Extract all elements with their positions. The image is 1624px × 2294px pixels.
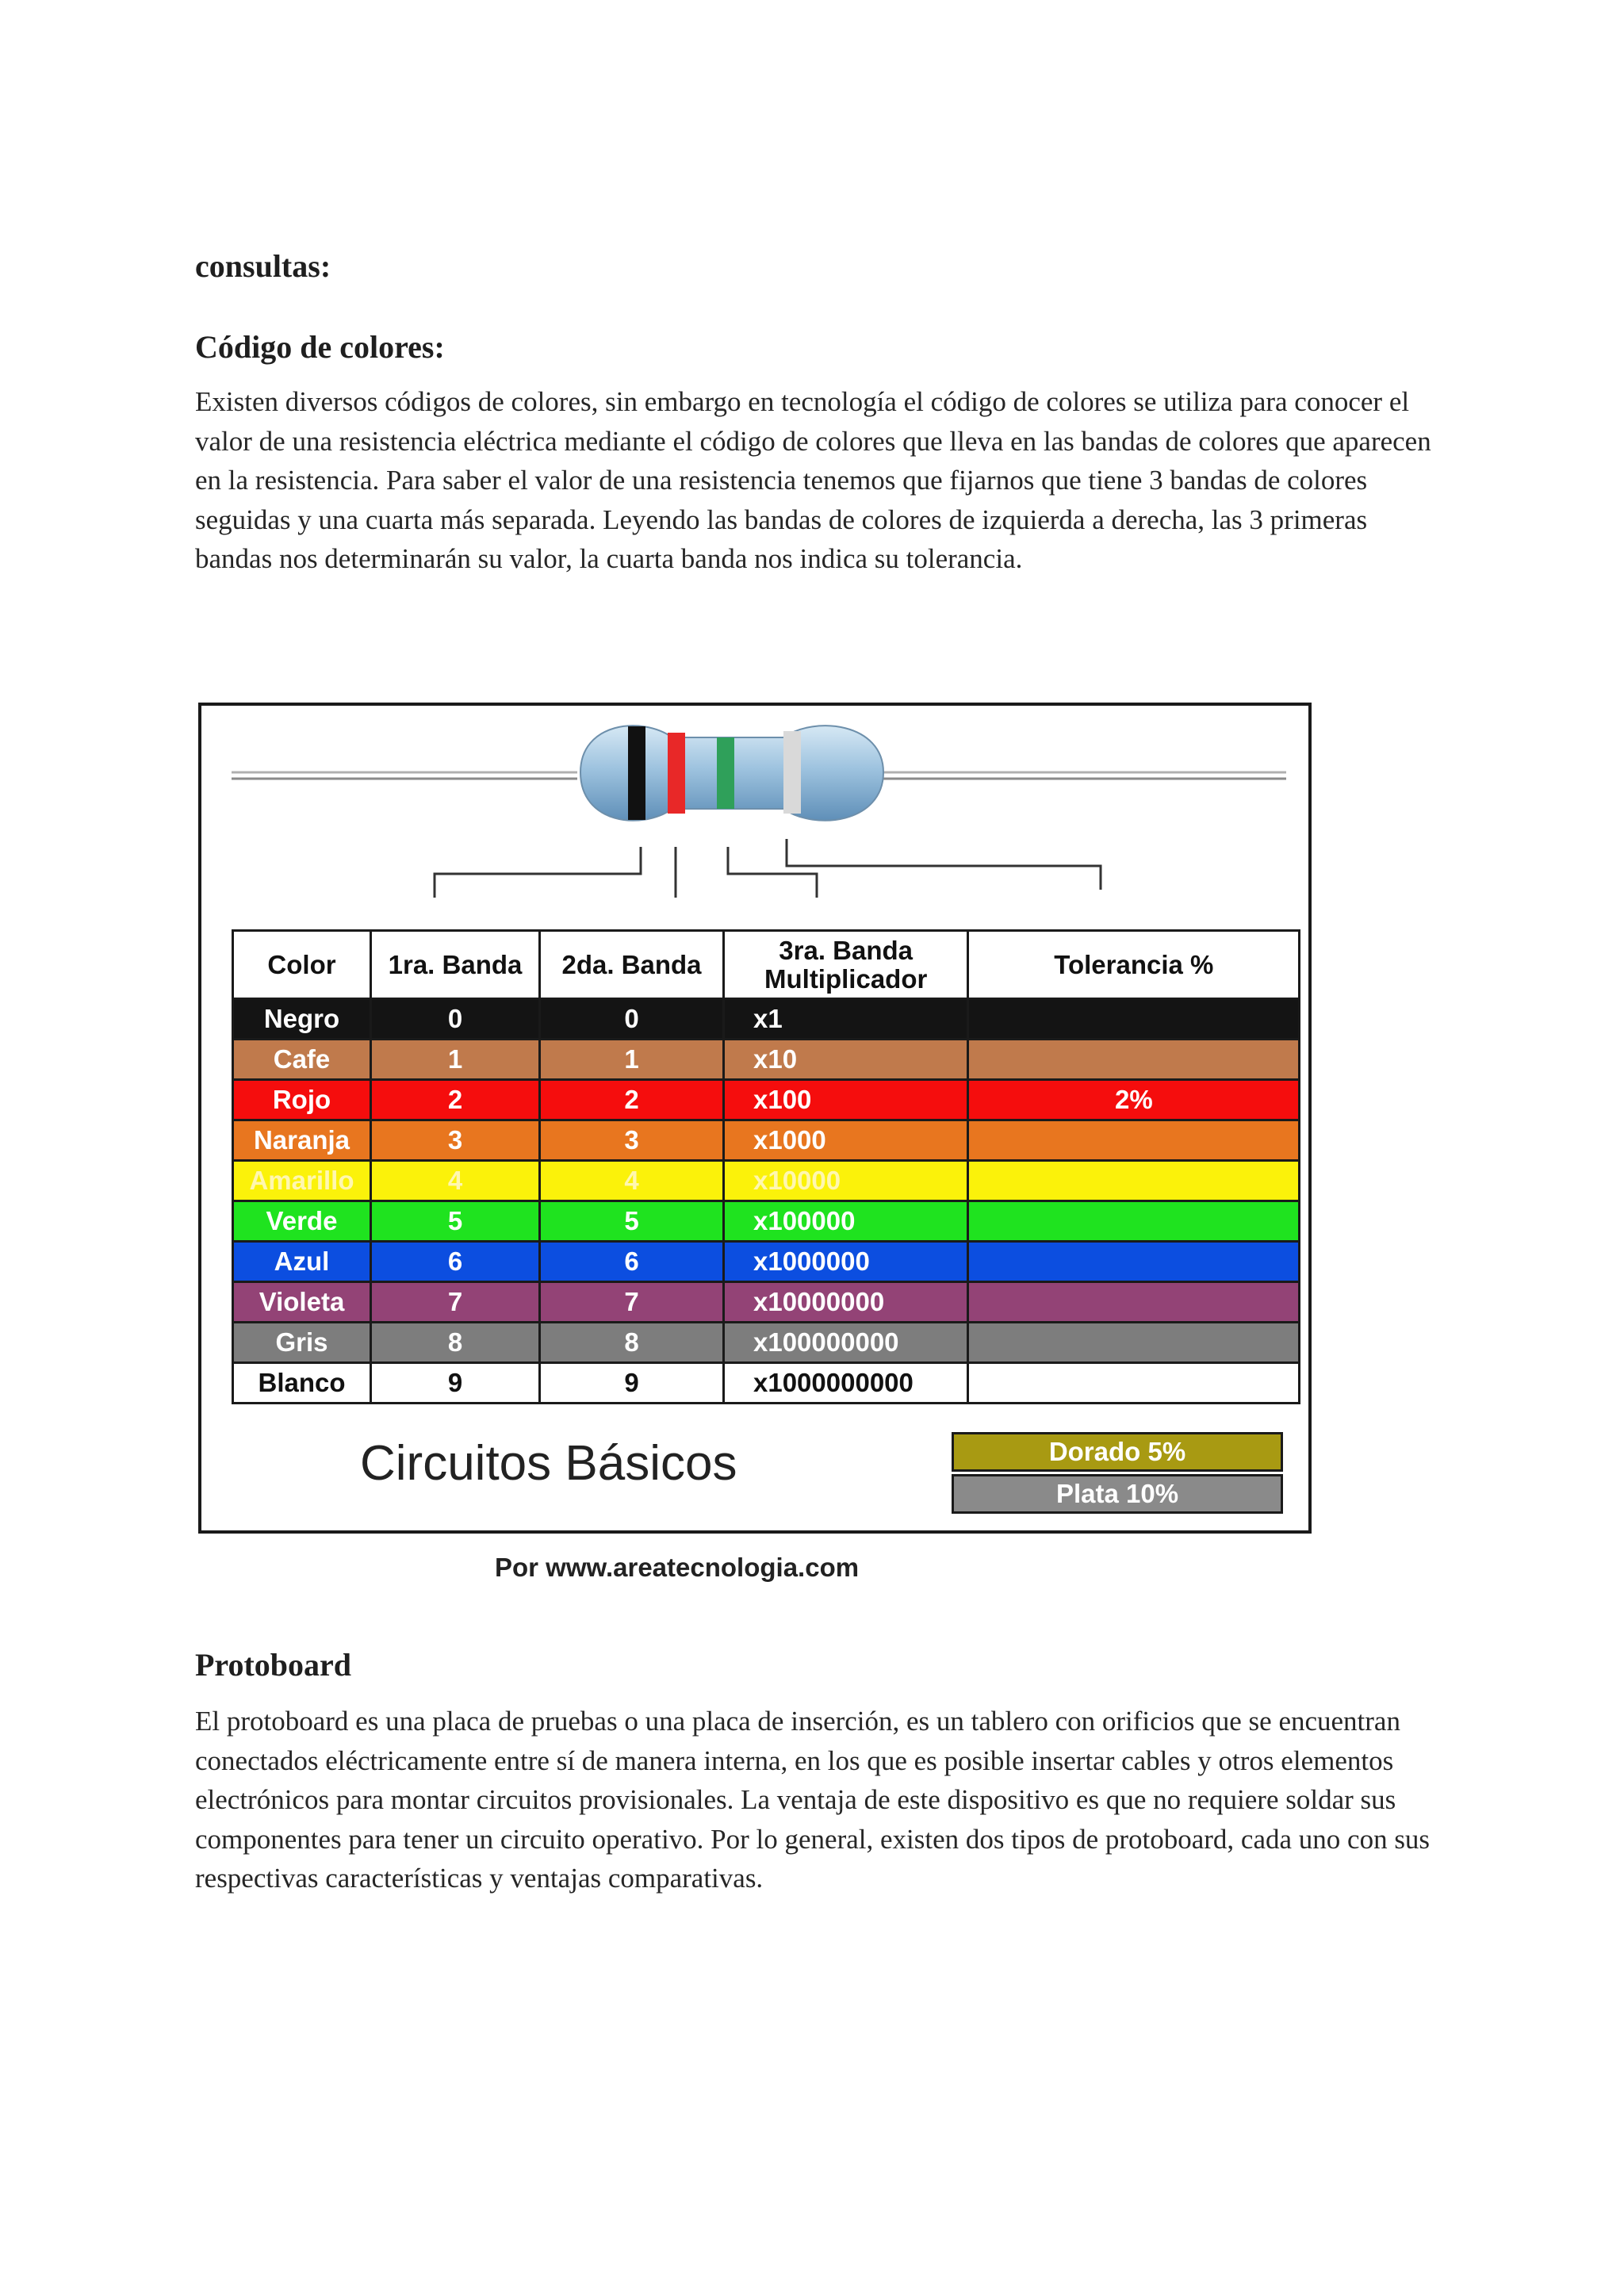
cell-color-name: Violeta xyxy=(233,1282,371,1323)
table-row xyxy=(233,1363,1300,1404)
cell-multiplier: x1 xyxy=(724,999,968,1040)
cell-second-band: 2 xyxy=(540,1080,724,1120)
cell-second-band: 9 xyxy=(540,1363,724,1404)
cell-second-band: 6 xyxy=(540,1242,724,1282)
band-green xyxy=(717,737,734,809)
header-first-band: 1ra. Banda xyxy=(371,931,540,999)
table-row xyxy=(233,1120,1300,1161)
cell-tolerance xyxy=(968,999,1300,1040)
cell-multiplier: x10000 xyxy=(724,1161,968,1201)
cell-color-name: Azul xyxy=(233,1242,371,1282)
cell-first-band: 8 xyxy=(371,1323,540,1363)
header-tolerance: Tolerancia % xyxy=(968,931,1300,999)
cell-multiplier: x100000 xyxy=(724,1201,968,1242)
cell-first-band: 3 xyxy=(371,1120,540,1161)
table-row xyxy=(233,1323,1300,1363)
cell-first-band: 2 xyxy=(371,1080,540,1120)
cell-multiplier: x10000000 xyxy=(724,1282,968,1323)
table-row xyxy=(233,1161,1300,1201)
cell-first-band: 0 xyxy=(371,999,540,1040)
cell-first-band: 7 xyxy=(371,1282,540,1323)
credit-caption: Por www.areatecnologia.com xyxy=(495,1553,860,1582)
cell-tolerance xyxy=(968,1201,1300,1242)
color-code-table xyxy=(232,929,1300,1404)
cell-second-band: 0 xyxy=(540,999,724,1040)
cell-first-band: 1 xyxy=(371,1040,540,1080)
cell-tolerance xyxy=(968,1040,1300,1080)
bracket-tolerance-band xyxy=(787,839,1101,890)
cell-first-band: 4 xyxy=(371,1161,540,1201)
codigo-colores-title: Código de colores: xyxy=(195,329,445,365)
cell-multiplier: x1000 xyxy=(724,1120,968,1161)
header-color: Color xyxy=(233,931,371,999)
brand-caption: Circuitos Básicos xyxy=(360,1436,737,1491)
tolerance-silver: Plata 10% xyxy=(952,1474,1283,1514)
bracket-first-band xyxy=(435,847,641,898)
table-body xyxy=(233,999,1300,1404)
cell-color-name: Rojo xyxy=(233,1080,371,1120)
cell-color-name: Gris xyxy=(233,1323,371,1363)
cell-tolerance xyxy=(968,1120,1300,1161)
cell-first-band: 6 xyxy=(371,1242,540,1282)
cell-first-band: 5 xyxy=(371,1201,540,1242)
cell-color-name: Cafe xyxy=(233,1040,371,1080)
table-row xyxy=(233,1080,1300,1120)
cell-second-band: 3 xyxy=(540,1120,724,1161)
cell-color-name: Amarillo xyxy=(233,1161,371,1201)
cell-tolerance xyxy=(968,1282,1300,1323)
cell-first-band: 9 xyxy=(371,1363,540,1404)
cell-second-band: 5 xyxy=(540,1201,724,1242)
cell-color-name: Verde xyxy=(233,1201,371,1242)
band-black xyxy=(628,726,645,820)
cell-multiplier: x1000000 xyxy=(724,1242,968,1282)
bracket-third-band xyxy=(728,847,817,898)
cell-tolerance xyxy=(968,1161,1300,1201)
table-row xyxy=(233,1201,1300,1242)
band-silver xyxy=(783,731,801,814)
cell-tolerance xyxy=(968,1323,1300,1363)
band-red xyxy=(668,733,685,814)
table-row xyxy=(233,1040,1300,1080)
cell-second-band: 7 xyxy=(540,1282,724,1323)
cell-second-band: 4 xyxy=(540,1161,724,1201)
resistor-color-code-figure xyxy=(197,699,1321,1603)
header-second-band: 2da. Banda xyxy=(540,931,724,999)
table-row xyxy=(233,1282,1300,1323)
cell-multiplier: x10 xyxy=(724,1040,968,1080)
cell-second-band: 8 xyxy=(540,1323,724,1363)
tolerance-gold: Dorado 5% xyxy=(952,1432,1283,1472)
cell-tolerance: 2% xyxy=(968,1080,1300,1120)
cell-tolerance xyxy=(968,1242,1300,1282)
cell-color-name: Naranja xyxy=(233,1120,371,1161)
protoboard-title: Protoboard xyxy=(195,1647,352,1683)
codigo-colores-paragraph: Existen diversos códigos de colores, sin embargo en tecnología el código de colores se utiliza para conocer el valor de una resistencia eléctrica mediante el código de colores que lleva en las bandas de colores que aparecen en la resistencia. Para saber el valor de una resistencia tenemos que fijarnos que tiene 3 bandas de colores seguidas y una cuarta más separada. Leyendo las bandas de colores de izquierda a derecha, las 3 primeras bandas nos determinarán su valor, la cuarta banda nos indica su tolerancia. xyxy=(195,386,1431,575)
table-row xyxy=(233,999,1300,1040)
cell-multiplier: x100 xyxy=(724,1080,968,1120)
cell-color-name: Negro xyxy=(233,999,371,1040)
table-row xyxy=(233,1242,1300,1282)
header-multiplier: 3ra. Banda Multiplicador xyxy=(724,931,968,999)
cell-color-name: Blanco xyxy=(233,1363,371,1404)
protoboard-paragraph: El protoboard es una placa de pruebas o una placa de inserción, es un tablero con orificios que se encuentran conectados eléctricamente entre sí de manera interna, en los que es posible insertar cables y otros elementos electrónicos para montar circuitos provisionales. La ventaja de este dispositivo es que no requiere soldar sus componentes para tener un circuito operativo. Por lo general, existen dos tipos de protoboard, cada uno con sus respectivas características y ventajas comparativas. xyxy=(195,1706,1431,1894)
section-label: consultas: xyxy=(195,248,331,284)
table-header-row xyxy=(233,931,1300,999)
cell-multiplier: x1000000000 xyxy=(724,1363,968,1404)
cell-multiplier: x100000000 xyxy=(724,1323,968,1363)
resistor-illustration xyxy=(197,699,1321,937)
cell-second-band: 1 xyxy=(540,1040,724,1080)
cell-tolerance xyxy=(968,1363,1300,1404)
